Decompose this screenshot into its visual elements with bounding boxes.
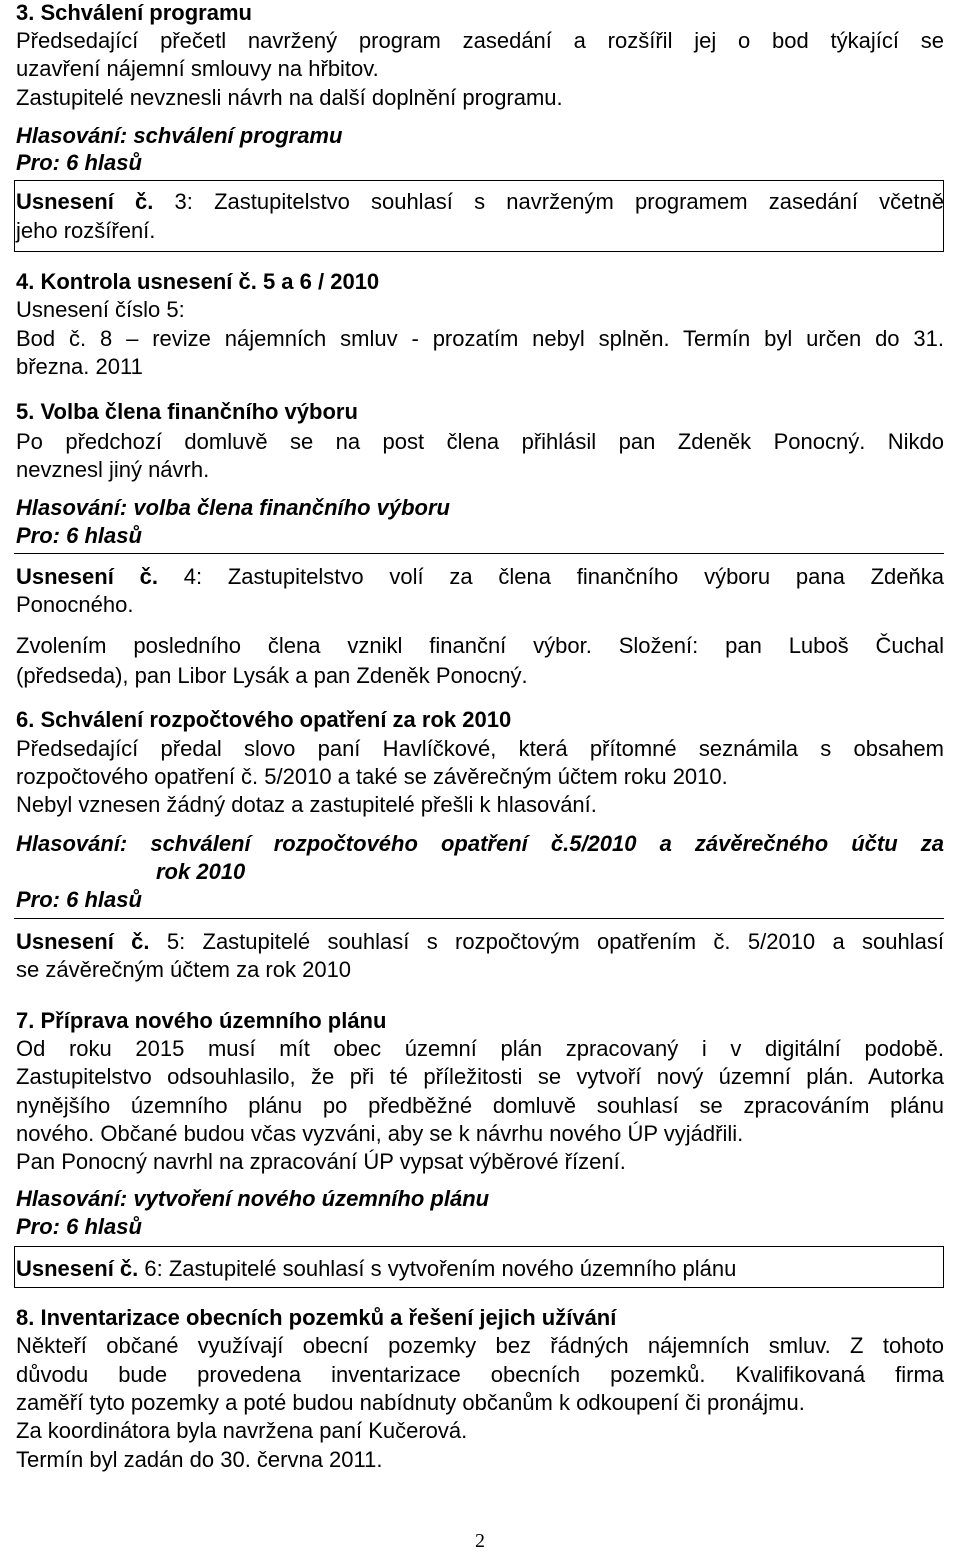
section-5-heading [16,398,358,426]
section-4-line: Usnesení číslo 5: [16,297,185,322]
resolution-rule [14,553,944,554]
section-3-vote-title: Hlasování: schválení programu [16,123,343,148]
section-6-vote-title: Hlasování: schválení rozpočtového opatření č.5/2010 a závěrečného účtu za [16,831,944,856]
resolution-rule [14,918,944,919]
section-8-paragraph-line: Někteří občané využívají obecní pozemky bez řádných nájemních smluv. Z tohoto [16,1333,944,1358]
section-number: 7. [16,1008,35,1033]
resolution-text: 3: Zastupitelstvo souhlasí s navrženým programem zasedání včetně [174,189,944,214]
section-number: 8. [16,1305,35,1330]
section-title: Příprava nového územního plánu [40,1008,387,1033]
section-5-paragraph-line: Zvolením posledního člena vznikl finanční výbor. Složení: pan Luboš Čuchal [16,633,944,658]
section-5-paragraph-line: nevznesl jiný návrh. [16,457,210,482]
section-7-paragraph-line: Pan Ponocný navrhl na zpracování ÚP vypsat výběrové řízení. [16,1149,626,1174]
section-5-vote-title: Hlasování: volba člena finančního výboru [16,495,450,520]
section-title: Volba člena finančního výboru [40,399,358,424]
section-4-line: Bod č. 8 – revize nájemních smluv - prozatím nebyl splněn. Termín byl určen do 31. [16,326,944,351]
section-8-paragraph-line: zaměří tyto pozemky a poté budou nabídnuty občanům k odkoupení či pronájmu. [16,1390,805,1415]
section-3-vote-result: Pro: 6 hlasů [16,150,142,175]
page-number: 2 [475,1530,485,1552]
section-5-paragraph-line: Po předchozí domluvě se na post člena přihlásil pan Zdeněk Ponocný. Nikdo [16,429,944,454]
section-8-paragraph-line: Termín byl zadán do 30. června 2011. [16,1447,383,1472]
resolution-text: 6: Zastupitelé souhlasí s vytvořením nového územního plánu [144,1256,737,1281]
resolution-5-line [16,928,944,956]
section-7-paragraph-line: Zastupitelstvo odsouhlasilo, že při té příležitosti se vytvoří nový územní plán. Autorka [16,1064,944,1089]
section-3-heading: 3. Schválení programu [16,0,252,25]
resolution-4-line [16,563,944,591]
section-6-vote-title: rok 2010 [156,859,246,884]
section-title: Inventarizace obecních pozemků a řešení jejich užívání [40,1305,617,1330]
section-8-heading [16,1304,616,1332]
resolution-text: 4: Zastupitelstvo volí za člena finančního výboru pana Zdeňka [183,564,944,589]
section-7-paragraph-line: Od roku 2015 musí mít obec územní plán zpracovaný i v digitální podobě. [16,1036,944,1061]
section-6-paragraph-line: Nebyl vznesen žádný dotaz a zastupitelé přešli k hlasování. [16,792,597,817]
resolution-3-line: jeho rozšíření. [16,218,156,243]
section-6-heading [16,706,511,734]
resolution-6-line [16,1255,736,1283]
resolution-text: 5: Zastupitelé souhlasí s rozpočtovým opatřením č. 5/2010 a souhlasí [166,929,944,954]
section-7-vote-result: Pro: 6 hlasů [16,1214,142,1239]
section-6-vote-result: Pro: 6 hlasů [16,887,142,912]
section-3-paragraph-line: Předsedající přečetl navržený program zasedání a rozšířil jej o bod týkající se [16,28,944,53]
section-number: 6. [16,707,35,732]
section-7-heading [16,1007,386,1035]
section-4-line: března. 2011 [16,354,143,379]
resolution-5-line: se závěrečným účtem za rok 2010 [16,957,352,982]
section-3-paragraph-line: uzavření nájemní smlouvy na hřbitov. [16,56,379,81]
resolution-label: Usnesení č. [16,1256,139,1281]
section-6-paragraph-line: Předsedající předal slovo paní Havlíčkové, která přítomné seznámila s obsahem [16,736,944,761]
section-7-vote-title: Hlasování: vytvoření nového územního plánu [16,1186,490,1211]
section-8-paragraph-line: Za koordinátora byla navržena paní Kučerová. [16,1418,468,1443]
resolution-label: Usnesení č. [16,929,150,954]
resolution-4-line: Ponocného. [16,592,134,617]
section-7-paragraph-line: nového. Občané budou včas vyzváni, aby se k návrhu nového ÚP vyjádřili. [16,1121,744,1146]
section-5-paragraph-line: (předseda), pan Libor Lysák a pan Zdeněk Ponocný. [16,663,528,688]
section-number: 5. [16,399,35,424]
section-8-paragraph-line: důvodu bude provedena inventarizace obecních pozemků. Kvalifikovaná firma [16,1362,944,1387]
resolution-label: Usnesení č. [16,189,154,214]
resolution-3-line [16,188,944,216]
section-4-heading: 4. Kontrola usnesení č. 5 a 6 / 2010 [16,269,380,294]
section-3-paragraph-line: Zastupitelé nevznesli návrh na další doplnění programu. [16,85,563,110]
section-6-paragraph-line: rozpočtového opatření č. 5/2010 a také se závěrečným účtem roku 2010. [16,764,728,789]
section-7-paragraph-line: nynějšího územního plánu po předběžné domluvě souhlasí se zpracováním plánu [16,1093,944,1118]
resolution-label: Usnesení č. [16,564,158,589]
section-title: Schválení rozpočtového opatření za rok 2010 [40,707,512,732]
section-5-vote-result: Pro: 6 hlasů [16,523,142,548]
